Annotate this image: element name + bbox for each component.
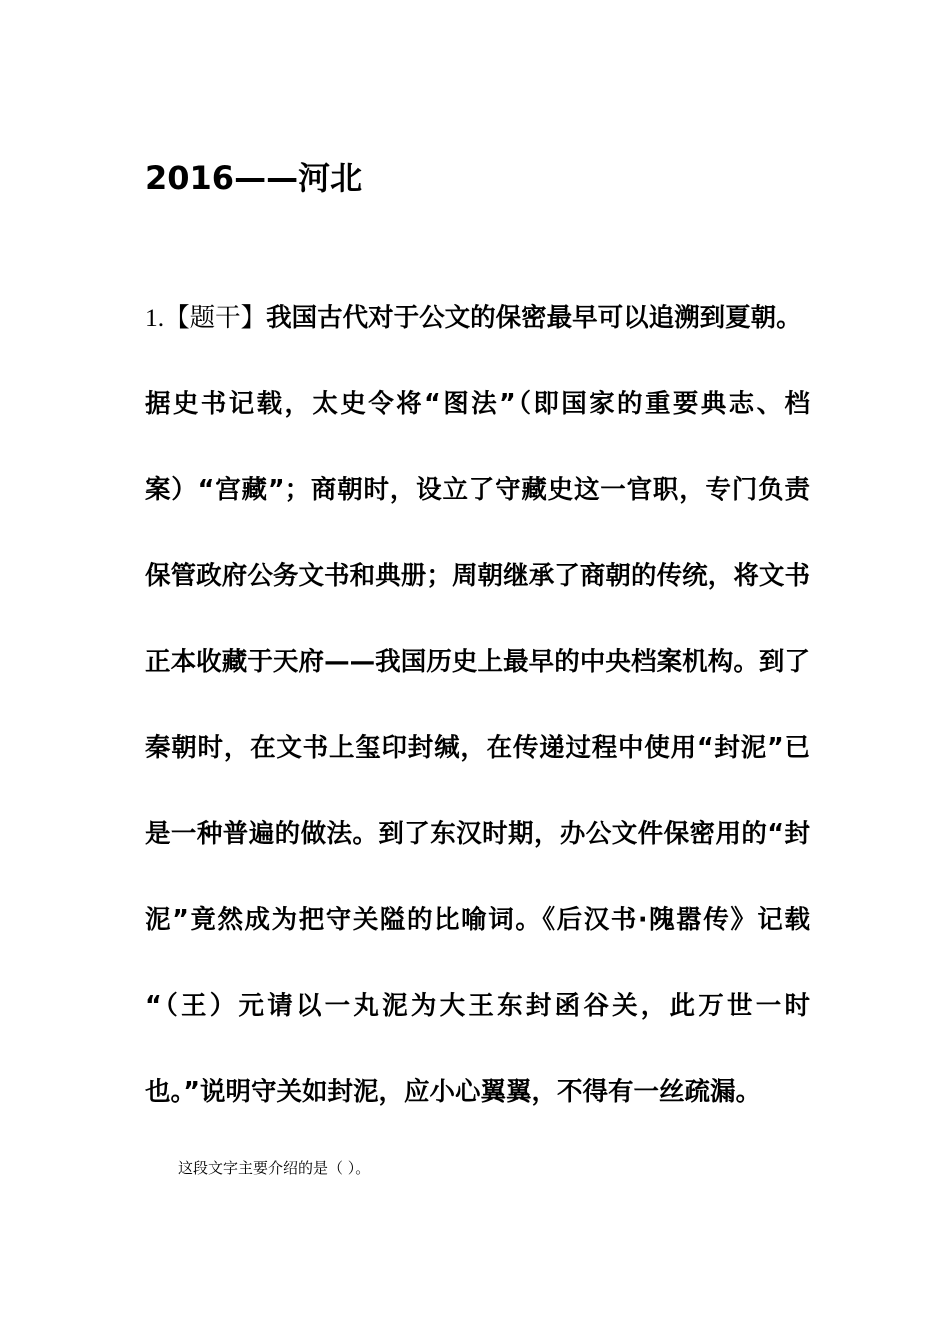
question-stem-line-5: 正本收藏于天府——我国历史上最早的中央档案机构。到了 — [145, 647, 810, 677]
question-tag: 【题干】 — [164, 303, 267, 333]
question-stem-line-8: 泥”竟然成为把守关隘的比喻词。《后汉书·隗嚣传》记载 — [145, 905, 810, 935]
question-stem-line-3: 案）“宫藏”；商朝时，设立了守藏史这一官职，专门负责 — [145, 475, 810, 505]
question-number: 1. — [145, 303, 165, 332]
question-stem-line-1 — [145, 296, 810, 340]
question-stem-line-6: 秦朝时，在文书上玺印封缄，在传递过程中使用“封泥”已 — [145, 733, 810, 763]
question-stem-line-10: 也。”说明守关如封泥，应小心翼翼，不得有一丝疏漏。 — [145, 1077, 762, 1107]
question-stem-line-7: 是一种普遍的做法。到了东汉时期，办公文件保密用的“封 — [145, 819, 810, 849]
section-heading: 2016——河北 — [145, 159, 363, 197]
question-prompt: 这段文字主要介绍的是（ ）。 — [178, 1159, 371, 1177]
question-stem-line-9: “（王）元请以一丸泥为大王东封函谷关，此万世一时 — [145, 991, 810, 1021]
question-stem-line-4: 保管政府公务文书和典册；周朝继承了商朝的传统，将文书 — [145, 561, 810, 591]
stem-text: 我国古代对于公文的保密最早可以追溯到夏朝。 — [266, 303, 802, 333]
question-stem-line-2: 据史书记载，太史令将“图法”（即国家的重要典志、档 — [145, 389, 810, 419]
